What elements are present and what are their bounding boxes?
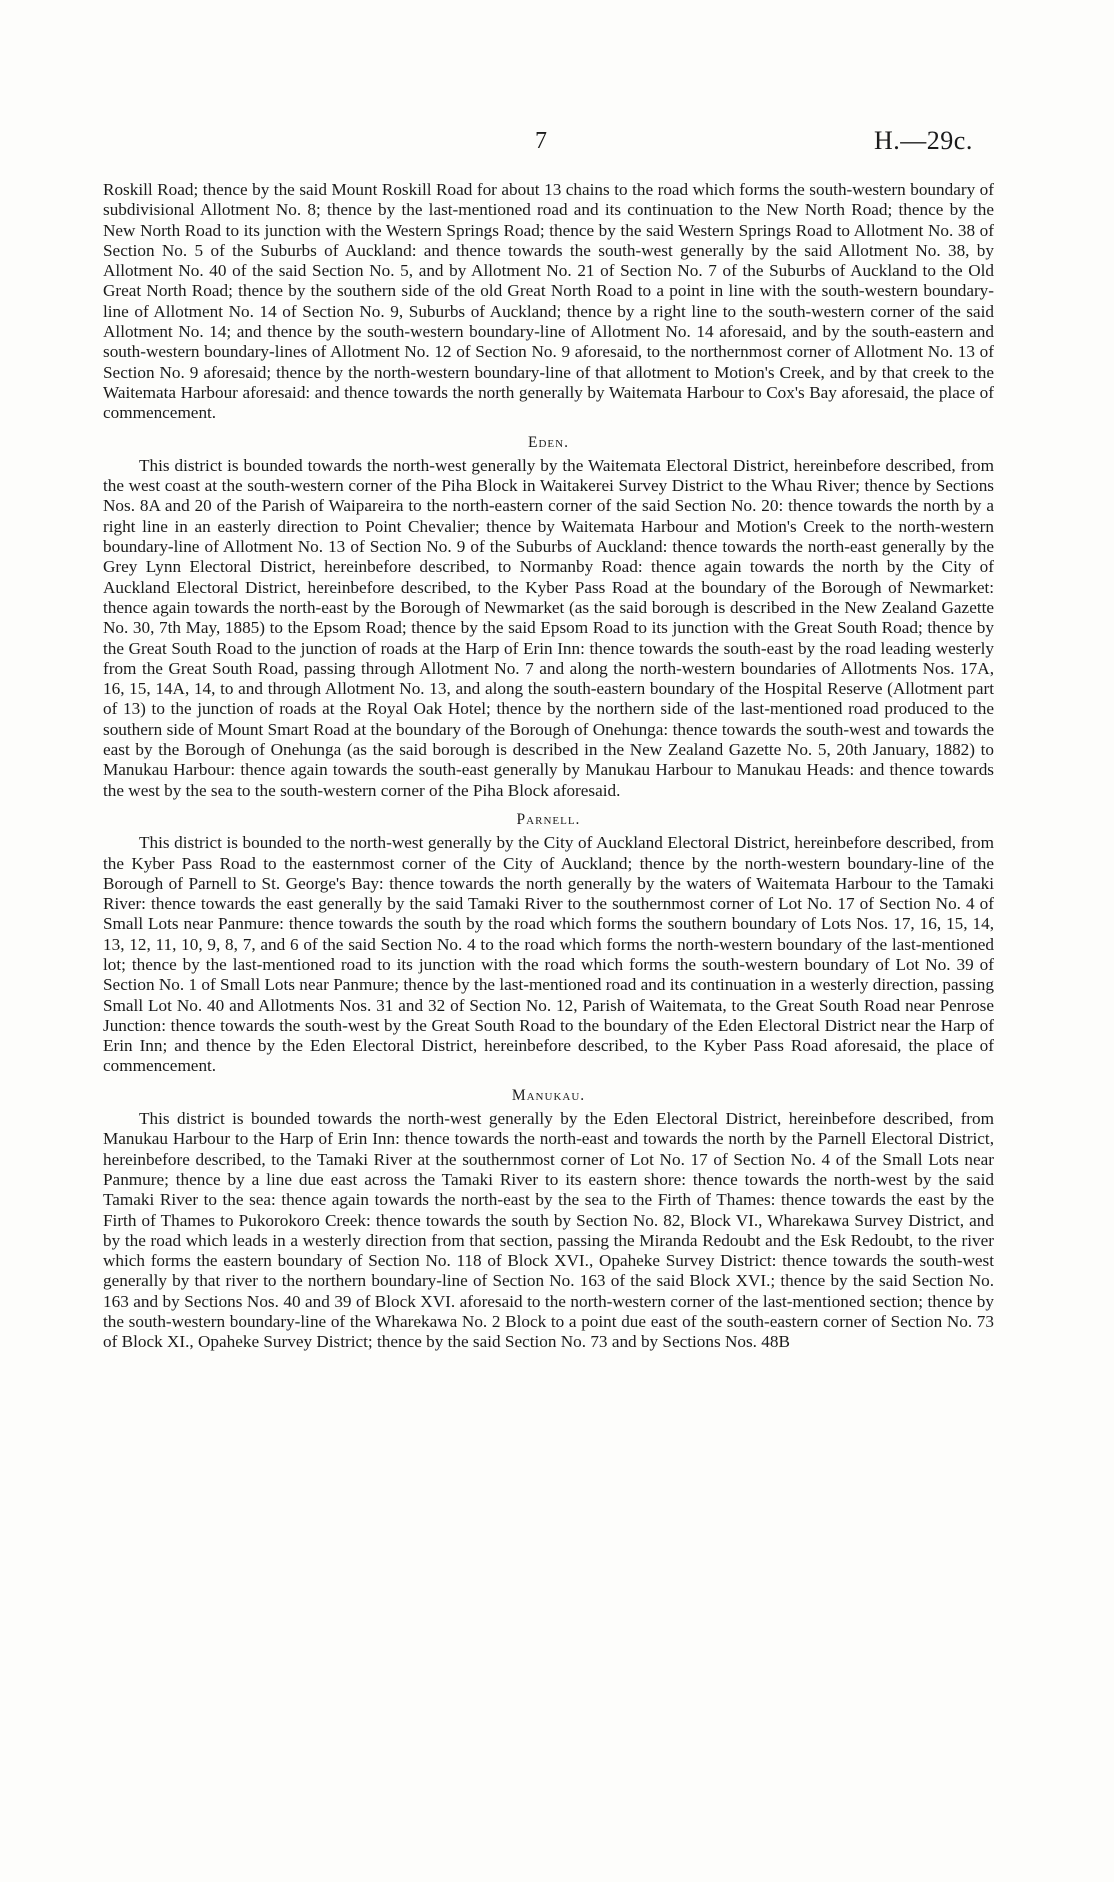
manukau-paragraph: This district is bounded towards the north-west generally by the Eden Electoral District, hereinbefore described, from Manukau Harbour to the Harp of Erin Inn: thence towards the north-east and towards the north by the Parnell Electoral District, hereinbefore described, to the Tamaki River at the southernmost corner of Lot No. 17 of Section No. 4 of the Small Lots near Panmure; thence by a line due east across the Tamaki River to its eastern shore: thence towards the north-west by the said Tamaki River to the sea: thence again towards the north-east by the sea to the Firth of Thames: thence towards the east by the Firth of Thames to Pukorokoro Creek: thence towards the south by Section No. 82, Block VI., Wharekawa Survey District, and by the road which leads in a westerly direction from that section, passing the Miranda Redoubt and the Esk Redoubt, to the river which forms the eastern boundary of Section No. 118 of Block XVI., Opaheke Survey District: thence towards the south-west generally by that river to the northern boundary-line of Section No. 163 of the said Block XVI.; thence by the said Section No. 163 and by Sections Nos. 40 and 39 of Block XVI. aforesaid to the north-western corner of the last-mentioned section; thence by the south-western boundary-line of the Wharekawa No. 2 Block to a point due east of the south-eastern corner of Section No. 73 of Block XI., Opaheke Survey District; thence by the said Section No. 73 and by Sections Nos. 48B — [103, 1109, 994, 1352]
intro-paragraph: Roskill Road; thence by the said Mount Roskill Road for about 13 chains to the road which forms the south-western boundary of subdivisional Allotment No. 8; thence by the last-mentioned road and its continuation to the New North Road; thence by the New North Road to its junction with the Western Springs Road; thence by the said Western Springs Road to Allotment No. 38 of Section No. 5 of the Suburbs of Auckland: and thence towards the south-west generally by the said Allotment No. 38, by Allotment No. 40 of the said Section No. 5, and by Allotment No. 21 of Section No. 7 of the Suburbs of Auckland to the Old Great North Road; thence by the southern side of the old Great North Road to a point in line with the south-western boundary-line of Allotment No. 14 of Section No. 9, Suburbs of Auckland; thence by a right line to the south-western corner of the said Allotment No. 14; and thence by the south-western boundary-line of Allotment No. 14 aforesaid, and by the south-eastern and south-western boundary-lines of Allotment No. 12 of Section No. 9 aforesaid, to the northernmost corner of Allotment No. 13 of Section No. 9 aforesaid; thence by the north-western boundary-line of that allotment to Motion's Creek, and by that creek to the Waitemata Harbour aforesaid: and thence towards the north generally by Waitemata Harbour to Cox's Bay aforesaid, the place of commencement. — [103, 180, 994, 423]
parnell-heading: Parnell. — [516, 810, 581, 828]
eden-paragraph: This district is bounded towards the north-west generally by the Waitemata Electoral District, hereinbefore described, from the west coast at the south-western corner of the Piha Block in Waitakerei Survey District to the Whau River; thence by Sections Nos. 8A and 20 of the Parish of Waipareira to the north-eastern corner of the said Section No. 20: thence towards the north by a right line in an easterly direction to Point Chevalier; thence by Waitemata Harbour and Motion's Creek to the north-western boundary-line of Allotment No. 13 of Section No. 9 of the Suburbs of Auckland: thence towards the north-east generally by the Grey Lynn Electoral District, hereinbefore described, to Normanby Road: thence again towards the north by the City of Auckland Electoral District, hereinbefore described, to the Kyber Pass Road at the boundary of the Borough of Newmarket: thence again towards the north-east by the Borough of Newmarket (as the said borough is described in the New Zealand Gazette No. 30, 7th May, 1885) to the Epsom Road; thence by the said Epsom Road to its junction with the Great South Road; thence by the Great South Road to the junction of roads at the Harp of Erin Inn: thence towards the south-east by the road leading westerly from the Great South Road, passing through Allotment No. 7 and along the north-western boundaries of Allotments Nos. 17A, 16, 15, 14A, 14, to and through Allotment No. 13, and along the south-eastern boundary of the Hospital Reserve (Allotment part of 13) to the junction of roads at the Royal Oak Hotel; thence by the northern side of the last-mentioned road produced to the southern side of Mount Smart Road at the boundary of the Borough of Onehunga: thence towards the south-west and towards the east by the Borough of Onehunga (as the said borough is described in the New Zealand Gazette No. 5, 20th January, 1882) to Manukau Harbour: thence again towards the south-east generally by Manukau Harbour to Manukau Heads: and thence towards the west by the sea to the south-western corner of the Piha Block aforesaid. — [103, 455, 994, 800]
manukau-heading: Manukau. — [511, 1086, 586, 1104]
document-body — [103, 180, 994, 1353]
parnell-paragraph: This district is bounded to the north-west generally by the City of Auckland Electoral District, hereinbefore described, from the Kyber Pass Road to the easternmost corner of the City of Auckland; thence by the north-western boundary-line of the Borough of Parnell to St. George's Bay: thence towards the north generally by the waters of Waitemata Harbour to the Tamaki River: thence towards the east generally by the said Tamaki River to the southernmost corner of Lot No. 17 of Section No. 4 of Small Lots near Panmure: thence towards the south by the road which forms the southern boundary of Lots Nos. 17, 16, 15, 14, 13, 12, 11, 10, 9, 8, 7, and 6 of the said Section No. 4 to the road which forms the north-western boundary of the last-mentioned lot; thence by the last-mentioned road to its junction with the road which forms the south-western boundary of Lot No. 39 of Section No. 1 of Small Lots near Panmure; thence by the last-mentioned road and its continuation in a westerly direction, passing Small Lot No. 40 and Allotments Nos. 31 and 32 of Section No. 12, Parish of Waitemata, to the Great South Road near Penrose Junction: thence towards the south-west by the Great South Road to the boundary of the Eden Electoral District near the Harp of Erin Inn; and thence by the Eden Electoral District, hereinbefore described, to the Kyber Pass Road aforesaid, the place of commencement. — [103, 833, 994, 1076]
eden-heading: Eden. — [528, 433, 569, 451]
document-reference: H.—29c. — [874, 126, 973, 155]
page-number: 7 — [535, 128, 547, 154]
